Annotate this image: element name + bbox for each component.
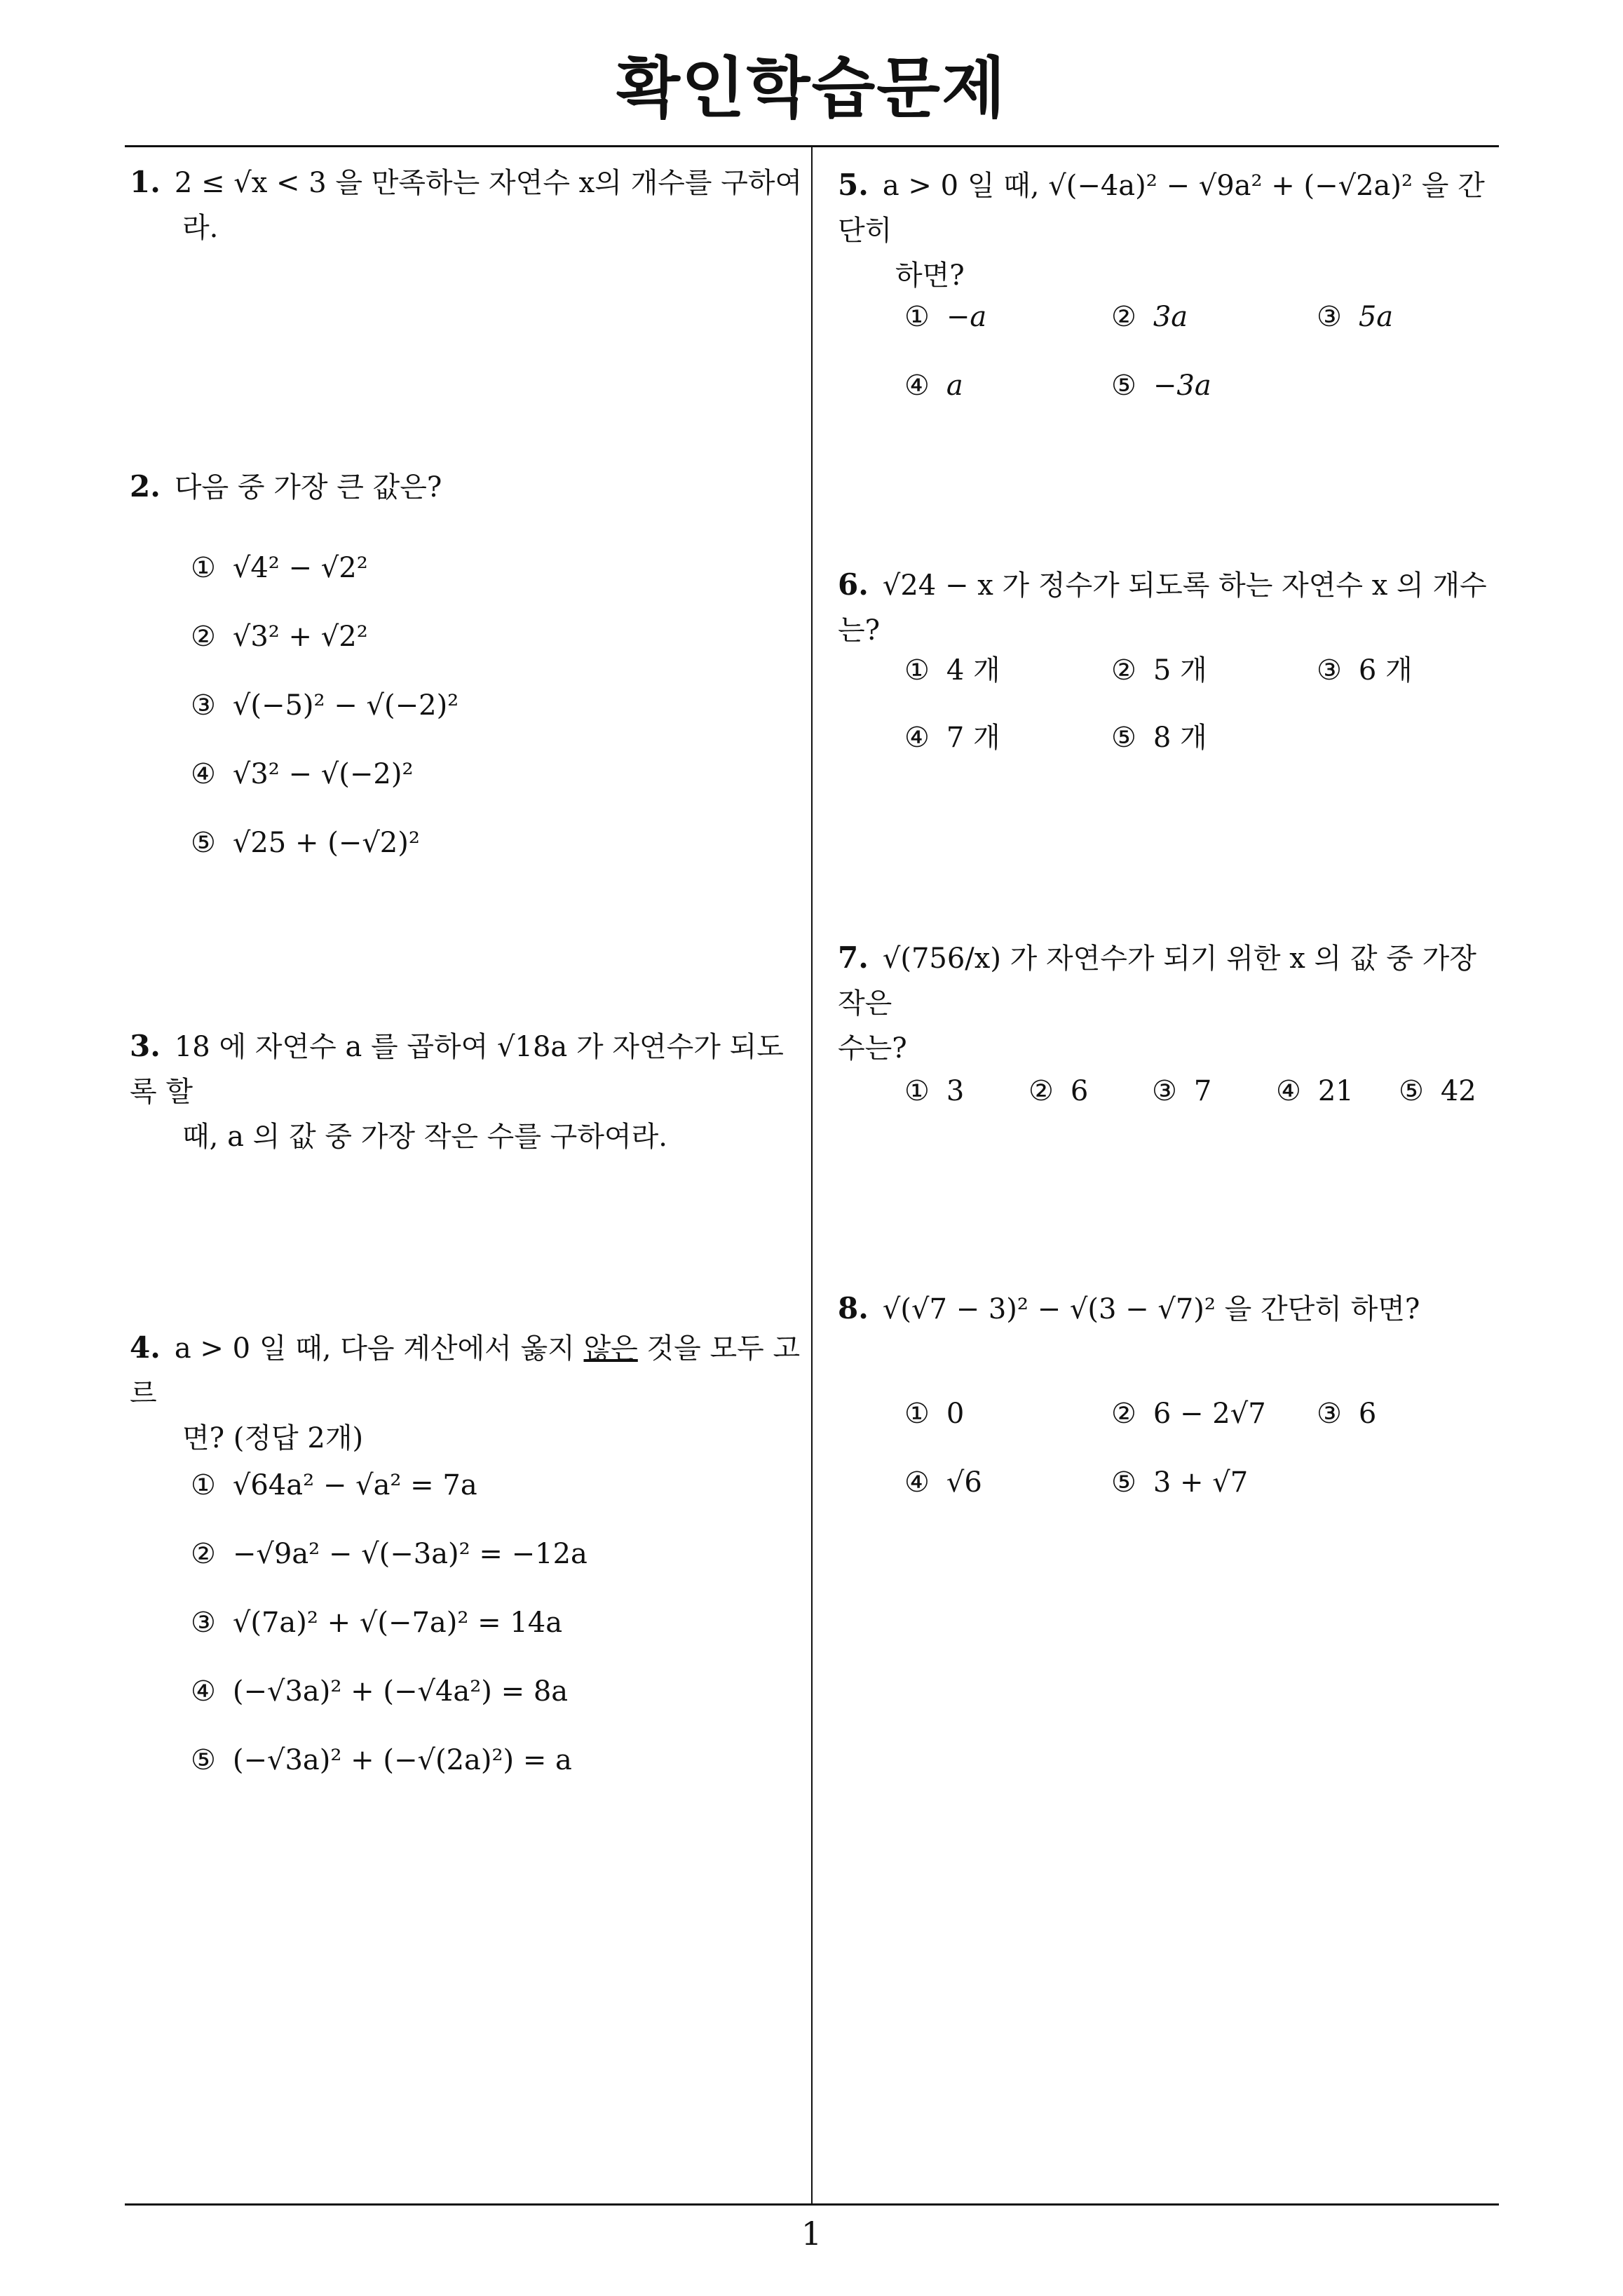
footer-rule: [125, 2203, 1499, 2206]
option-text: √25 + (−√2)²: [232, 827, 420, 859]
option-text: 5 개: [1153, 654, 1207, 687]
question-number: 4.: [130, 1330, 161, 1365]
option-text: −a: [946, 301, 987, 333]
question-stem: √(√7 − 3)² − √(3 − √7)² 을 간단히 하면?: [882, 1293, 1420, 1325]
option[interactable]: [191, 1534, 588, 1574]
option[interactable]: [1111, 1394, 1266, 1433]
option[interactable]: [1111, 718, 1207, 757]
option-text: 3a: [1153, 301, 1188, 333]
question-stem: 라.: [182, 212, 219, 244]
question-2: [130, 464, 803, 510]
question-6: [838, 562, 1497, 653]
option-marker: ④: [904, 722, 930, 754]
option[interactable]: [904, 297, 986, 337]
option[interactable]: [191, 1603, 562, 1642]
option[interactable]: [1028, 1072, 1088, 1111]
option-text: 4 개: [946, 654, 1000, 687]
option-marker: ③: [1317, 654, 1342, 687]
option-text: −√9a² − √(−3a)² = −12a: [232, 1538, 588, 1570]
question-stem: 다음 중 가장 큰 값은?: [174, 471, 442, 504]
question-3: [130, 1024, 803, 1159]
option-marker: ①: [904, 1398, 930, 1430]
option[interactable]: [1317, 651, 1413, 690]
option-text: 3: [946, 1075, 965, 1107]
option-marker: ①: [191, 1469, 216, 1501]
question-stem: 면? (정답 2개): [182, 1422, 364, 1454]
option-text: (−√3a)² + (−√4a²) = 8a: [232, 1675, 569, 1708]
option[interactable]: [904, 651, 1000, 690]
option[interactable]: [1152, 1072, 1211, 1111]
option[interactable]: [1111, 297, 1188, 337]
option-text: √(7a)² + √(−7a)² = 14a: [232, 1607, 563, 1639]
option[interactable]: [191, 1466, 477, 1505]
question-number: 5.: [838, 168, 869, 202]
option-marker: ④: [904, 370, 930, 402]
option-text: 6: [1358, 1398, 1377, 1430]
option[interactable]: [1111, 1463, 1248, 1502]
question-number: 2.: [130, 469, 161, 504]
question-stem: 수는?: [838, 1032, 907, 1065]
option-marker: ③: [191, 1607, 216, 1639]
option-text: √3² + √2²: [232, 621, 368, 653]
option[interactable]: [1317, 1394, 1376, 1433]
option-text: √4² − √2²: [232, 552, 368, 584]
option-text: 6 − 2√7: [1153, 1398, 1266, 1430]
question-stem: 때, a 의 값 중 가장 작은 수를 구하여라.: [182, 1121, 667, 1153]
option-marker: ④: [1276, 1075, 1301, 1107]
option-marker: ①: [904, 1075, 930, 1107]
option-marker: ③: [1152, 1075, 1177, 1107]
emphasis-underline: 않은: [583, 1332, 638, 1365]
question-number: 8.: [838, 1291, 869, 1325]
question-number: 1.: [130, 165, 161, 199]
option-marker: ①: [904, 301, 930, 333]
option-text: 8 개: [1153, 722, 1207, 754]
question-stem: 18 에 자연수 a 를 곱하여 √18a 가 자연수가 되도록 할: [130, 1031, 784, 1108]
option-text: √6: [946, 1466, 982, 1499]
option[interactable]: [1317, 297, 1393, 337]
question-4: [130, 1325, 803, 1461]
option[interactable]: [1399, 1072, 1476, 1111]
option-text: 6 개: [1358, 654, 1413, 687]
question-8: [838, 1286, 1497, 1332]
option-text: 5a: [1358, 301, 1394, 333]
option[interactable]: [191, 617, 368, 656]
question-stem: √24 − x 가 정수가 되도록 하는 자연수 x 의 개수는?: [838, 569, 1487, 647]
option[interactable]: [191, 1672, 568, 1711]
option[interactable]: [1111, 366, 1211, 405]
option-marker: ②: [1028, 1075, 1054, 1107]
option-marker: ⑤: [191, 827, 216, 859]
option-text: 0: [946, 1398, 965, 1430]
option-text: 3 + √7: [1153, 1466, 1249, 1499]
question-stem: a > 0 일 때, 다음 계산에서 옳지: [174, 1332, 584, 1365]
option-marker: ①: [904, 654, 930, 687]
option[interactable]: [191, 1741, 572, 1780]
option-text: √64a² − √a² = 7a: [232, 1469, 477, 1501]
question-number: 7.: [838, 940, 869, 975]
option[interactable]: [1111, 651, 1207, 690]
option-marker: ④: [904, 1466, 930, 1499]
option-marker: ⑤: [1399, 1075, 1424, 1107]
option-marker: ①: [191, 552, 216, 584]
option-marker: ②: [1111, 654, 1136, 687]
page-title: 확인학습문제: [616, 50, 1007, 127]
question-number: 3.: [130, 1029, 161, 1063]
question-stem: a > 0 일 때, √(−4a)² − √9a² + (−√2a)² 을 간단히: [838, 170, 1485, 247]
option[interactable]: [904, 1072, 964, 1111]
option[interactable]: [904, 1463, 982, 1502]
option-text: −3a: [1153, 370, 1211, 402]
option-text: 42: [1440, 1075, 1476, 1107]
question-stem: 것을 모두 고르: [130, 1332, 801, 1410]
question-stem: 2 ≤ √x < 3 을 만족하는 자연수 x의 개수를 구하여: [174, 167, 803, 199]
option[interactable]: [1276, 1072, 1354, 1111]
option-marker: ③: [1317, 301, 1342, 333]
option-marker: ④: [191, 1675, 216, 1708]
option-marker: ②: [1111, 1398, 1136, 1430]
page-number: 1: [801, 2215, 822, 2253]
option-text: (−√3a)² + (−√(2a)²) = a: [232, 1744, 572, 1776]
option-text: a: [946, 370, 963, 402]
option-marker: ②: [191, 621, 216, 653]
option[interactable]: [191, 686, 459, 725]
question-1: [130, 160, 803, 250]
question-7: [838, 936, 1497, 1071]
option-marker: ⑤: [1111, 370, 1136, 402]
option[interactable]: [191, 548, 368, 588]
option[interactable]: [904, 1394, 964, 1433]
option-text: 7 개: [946, 722, 1000, 754]
option-text: 6: [1070, 1075, 1089, 1107]
option[interactable]: [191, 823, 420, 863]
option-marker: ④: [191, 758, 216, 790]
option-marker: ⑤: [1111, 722, 1136, 754]
option-marker: ⑤: [191, 1744, 216, 1776]
question-stem: 하면?: [895, 259, 965, 292]
question-5: [838, 163, 1497, 298]
question-number: 6.: [838, 567, 869, 602]
option-marker: ⑤: [1111, 1466, 1136, 1499]
option-marker: ③: [191, 689, 216, 722]
column-divider: [811, 145, 813, 2203]
option-marker: ③: [1317, 1398, 1342, 1430]
option-marker: ②: [191, 1538, 216, 1570]
option-text: 7: [1193, 1075, 1212, 1107]
option[interactable]: [191, 755, 413, 794]
option[interactable]: [904, 366, 963, 405]
option[interactable]: [904, 718, 1000, 757]
option-text: 21: [1317, 1075, 1354, 1107]
option-text: √(−5)² − √(−2)²: [232, 689, 459, 722]
question-stem: √(756/x) 가 자연수가 되기 위한 x 의 값 중 가장 작은: [838, 943, 1476, 1020]
option-marker: ②: [1111, 301, 1136, 333]
option-text: √3² − √(−2)²: [232, 758, 414, 790]
